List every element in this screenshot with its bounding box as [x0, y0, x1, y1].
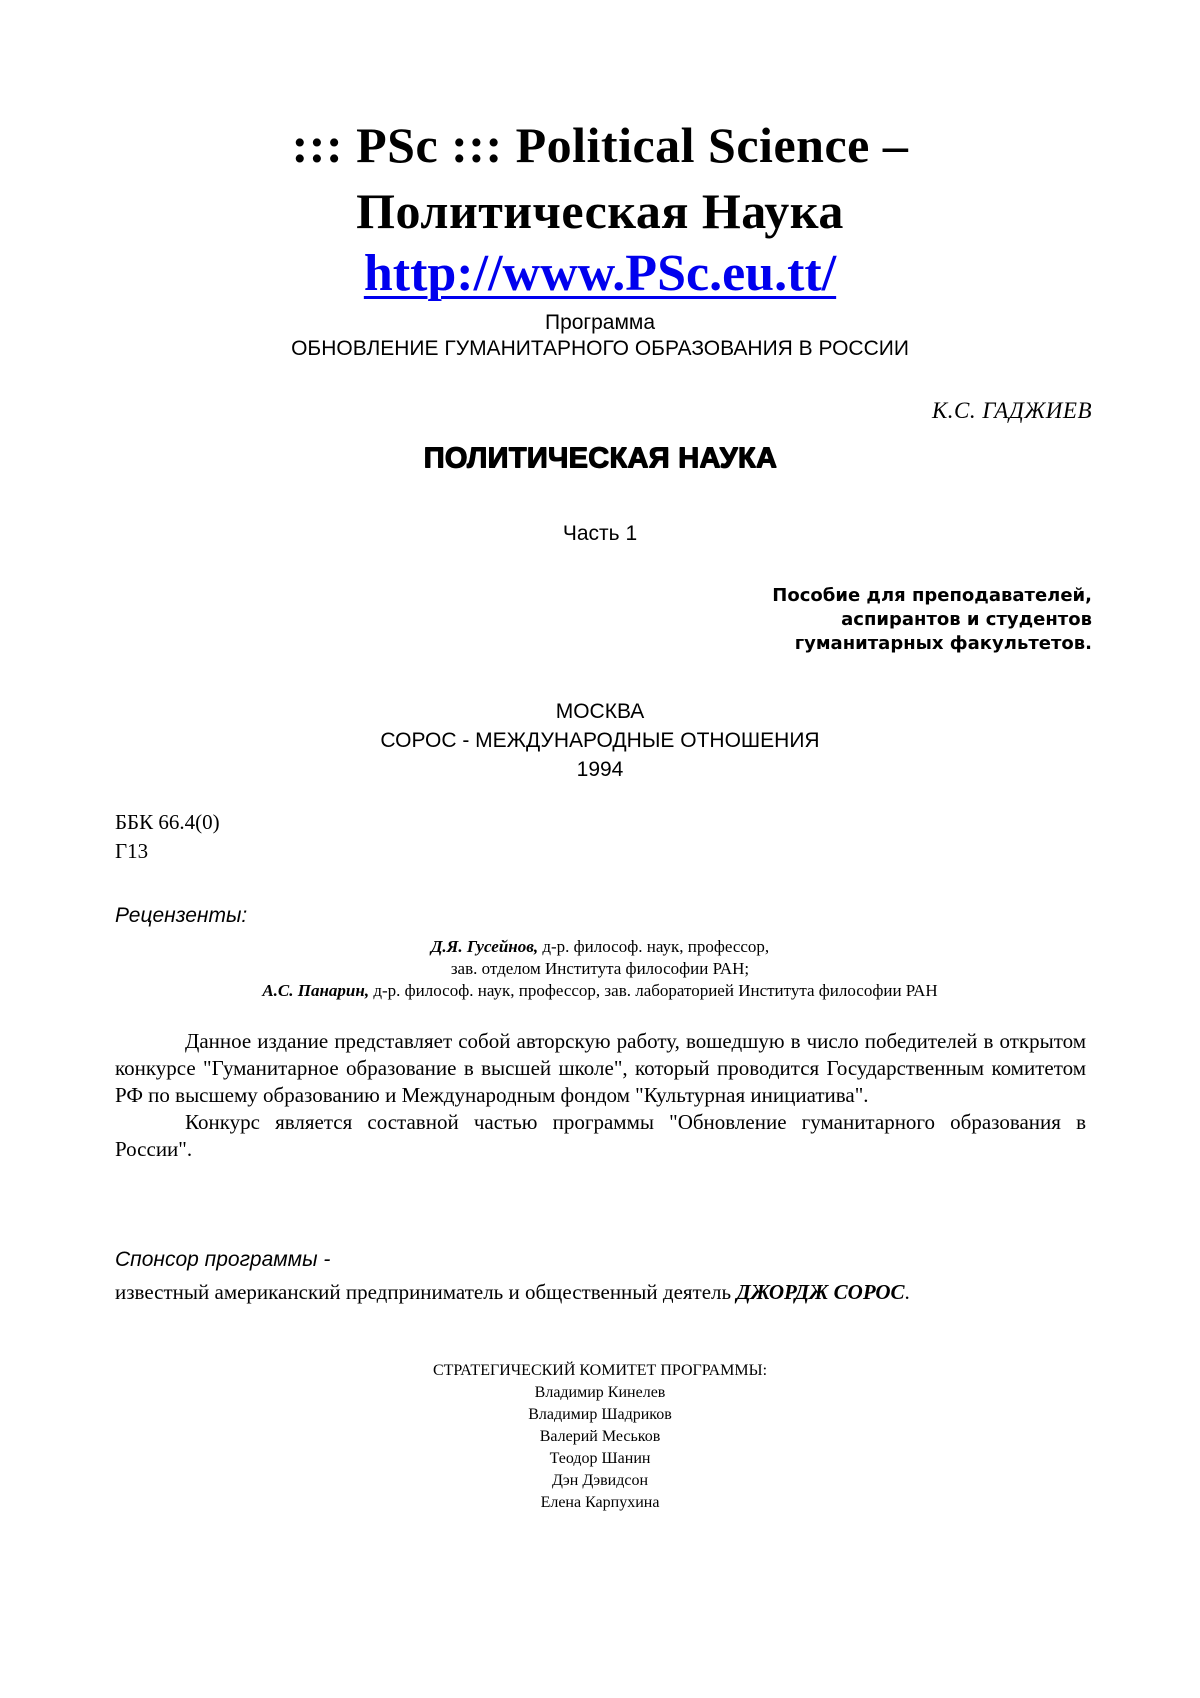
committee-member: Дэн Дэвидсон	[551, 1472, 649, 1489]
committee-member: Владимир Шадриков	[528, 1406, 672, 1423]
site-link-wrapper	[0, 245, 1200, 303]
reviewer-2	[0, 980, 1200, 1002]
site-title-line1: ::: PSc ::: Political Science –	[291, 117, 909, 173]
manual-line: гуманитарных факультетов.	[794, 633, 1092, 654]
publication-year: 1994	[576, 758, 624, 781]
bbk-code: ББК 66.4(0)	[115, 810, 220, 834]
classification	[115, 808, 220, 866]
site-link[interactable]: http://www.PSc.eu.tt/	[363, 245, 837, 302]
sponsor-label: Спонсор программы -	[115, 1248, 331, 1271]
sponsor-text	[115, 1280, 910, 1305]
body-text	[115, 1028, 1086, 1163]
manual-line: аспирантов и студентов	[841, 609, 1092, 630]
reviewer-2-desc: д-р. философ. наук, профессор, зав. лабораторией Института философии РАН	[369, 981, 938, 1000]
committee-member: Елена Карпухина	[540, 1494, 660, 1511]
sponsor-suffix: .	[904, 1280, 910, 1304]
committee-member: Теодор Шанин	[549, 1450, 651, 1467]
committee-block	[0, 1360, 1200, 1514]
manual-line: Пособие для преподавателей,	[772, 585, 1092, 606]
program-label: Программа	[544, 311, 656, 334]
reviewer-1	[0, 936, 1200, 958]
committee-heading: СТРАТЕГИЧЕСКИЙ КОМИТЕТ ПРОГРАММЫ:	[432, 1362, 768, 1379]
catalog-code: Г13	[115, 839, 149, 863]
book-author: К.С. ГАДЖИЕВ	[931, 398, 1092, 423]
reviewers-list	[0, 936, 1200, 1002]
book-part: Часть 1	[562, 522, 638, 545]
reviewer-2-name: А.С. Панарин,	[262, 981, 370, 1000]
sponsor-name: ДЖОРДЖ СОРОС	[736, 1280, 905, 1304]
manual-audience	[772, 584, 1092, 656]
sponsor-description: известный американский предприниматель и общественный деятель	[115, 1280, 737, 1304]
committee-member: Валерий Меськов	[539, 1428, 661, 1445]
body-paragraph-1: Данное издание представляет собой авторскую работу, вошедшую в число победителей в открытом конкурсе "Гуманитарное образование в высшей школе", который проводится Государственным комитетом РФ по высшему образованию и Международным фондом "Культурная инициатива".	[115, 1029, 1086, 1107]
publication-city: МОСКВА	[555, 700, 645, 723]
site-title-line2: Политическая Наука	[356, 183, 844, 239]
reviewer-1-desc-line2: зав. отделом Института философии РАН;	[450, 959, 750, 978]
book-title: ПОЛИТИЧЕСКАЯ НАУКА	[423, 442, 777, 474]
reviewers-label: Рецензенты:	[115, 904, 248, 927]
reviewer-1-name: Д.Я. Гусейнов,	[430, 937, 539, 956]
reviewer-1-desc: д-р. философ. наук, профессор,	[538, 937, 770, 956]
publication-info	[0, 697, 1200, 784]
committee-member: Владимир Кинелев	[534, 1384, 666, 1401]
publication-publisher: СОРОС - МЕЖДУНАРОДНЫЕ ОТНОШЕНИЯ	[380, 729, 820, 752]
program-name: ОБНОВЛЕНИЕ ГУМАНИТАРНОГО ОБРАЗОВАНИЯ В РОССИИ	[291, 337, 909, 360]
body-paragraph-2: Конкурс является составной частью программы "Обновление гуманитарного образования в России".	[115, 1110, 1086, 1161]
